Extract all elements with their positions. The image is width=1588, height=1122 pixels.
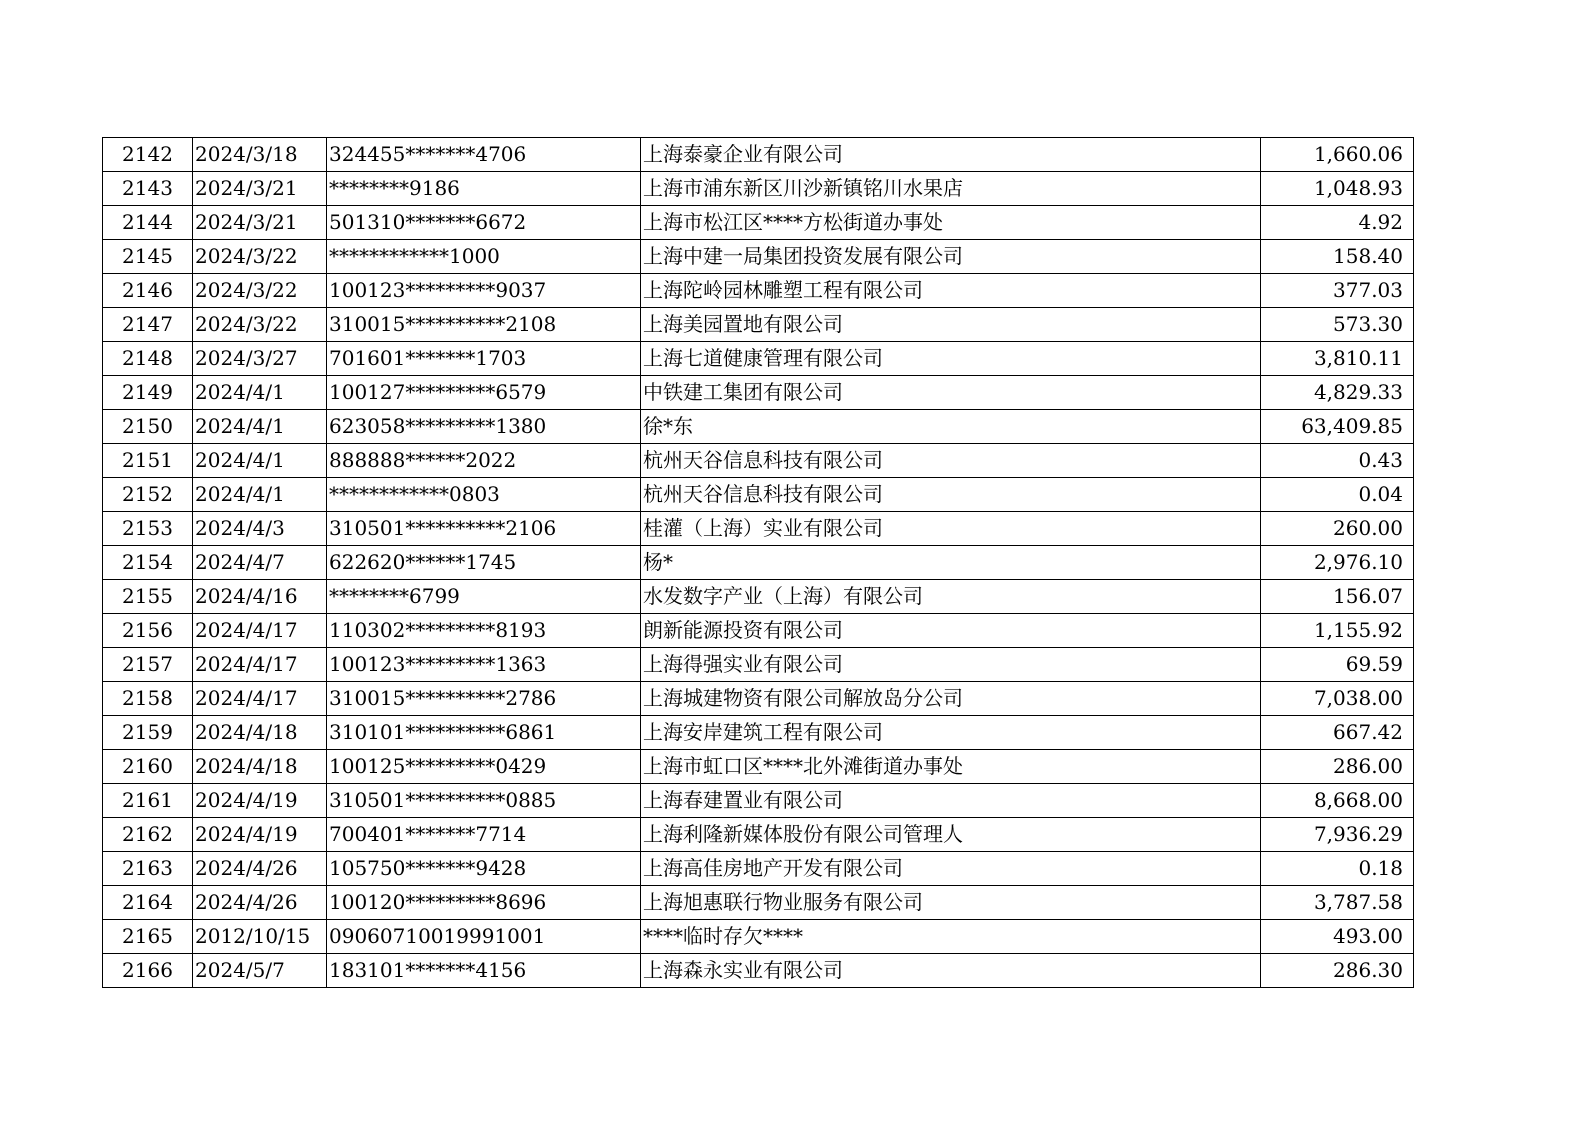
row-account: 105750*******9428	[327, 852, 641, 886]
row-date: 2024/4/1	[193, 444, 327, 478]
row-number: 2157	[103, 648, 193, 682]
row-amount: 156.07	[1261, 580, 1414, 614]
table-row	[103, 376, 1414, 410]
row-account: 310501**********0885	[327, 784, 641, 818]
row-amount: 0.43	[1261, 444, 1414, 478]
row-date: 2024/4/18	[193, 716, 327, 750]
row-number: 2158	[103, 682, 193, 716]
row-amount: 8,668.00	[1261, 784, 1414, 818]
row-account: 110302*********8193	[327, 614, 641, 648]
row-name: 上海春建置业有限公司	[641, 784, 1261, 818]
row-number: 2165	[103, 920, 193, 954]
row-number: 2156	[103, 614, 193, 648]
row-account: 501310*******6672	[327, 206, 641, 240]
row-amount: 0.04	[1261, 478, 1414, 512]
row-account: 622620******1745	[327, 546, 641, 580]
row-account: 100127*********6579	[327, 376, 641, 410]
row-name: 上海七道健康管理有限公司	[641, 342, 1261, 376]
row-date: 2024/3/22	[193, 308, 327, 342]
row-number: 2142	[103, 138, 193, 172]
table-row	[103, 512, 1414, 546]
row-name: 上海市虹口区****北外滩街道办事处	[641, 750, 1261, 784]
row-account: 700401*******7714	[327, 818, 641, 852]
table-row	[103, 308, 1414, 342]
table-row	[103, 410, 1414, 444]
row-account: 310501**********2106	[327, 512, 641, 546]
table-row	[103, 274, 1414, 308]
row-number: 2146	[103, 274, 193, 308]
row-account: 310101**********6861	[327, 716, 641, 750]
row-name: 朗新能源投资有限公司	[641, 614, 1261, 648]
table-row	[103, 682, 1414, 716]
row-number: 2152	[103, 478, 193, 512]
row-name: 上海利隆新媒体股份有限公司管理人	[641, 818, 1261, 852]
row-account: 183101*******4156	[327, 954, 641, 988]
row-amount: 158.40	[1261, 240, 1414, 274]
row-amount: 1,155.92	[1261, 614, 1414, 648]
row-number: 2166	[103, 954, 193, 988]
row-date: 2024/4/19	[193, 818, 327, 852]
row-amount: 493.00	[1261, 920, 1414, 954]
row-amount: 63,409.85	[1261, 410, 1414, 444]
row-account: ************0803	[327, 478, 641, 512]
row-name: 上海城建物资有限公司解放岛分公司	[641, 682, 1261, 716]
row-name: 上海美园置地有限公司	[641, 308, 1261, 342]
row-date: 2024/3/22	[193, 274, 327, 308]
table-row	[103, 478, 1414, 512]
row-number: 2144	[103, 206, 193, 240]
row-account: 310015**********2786	[327, 682, 641, 716]
row-date: 2024/3/18	[193, 138, 327, 172]
row-account: ********6799	[327, 580, 641, 614]
row-date: 2024/4/16	[193, 580, 327, 614]
row-number: 2159	[103, 716, 193, 750]
row-name: 上海森永实业有限公司	[641, 954, 1261, 988]
row-name: 上海市松江区****方松街道办事处	[641, 206, 1261, 240]
row-amount: 0.18	[1261, 852, 1414, 886]
row-date: 2024/3/21	[193, 206, 327, 240]
row-name: 上海高佳房地产开发有限公司	[641, 852, 1261, 886]
row-amount: 1,660.06	[1261, 138, 1414, 172]
row-date: 2024/4/26	[193, 852, 327, 886]
row-number: 2150	[103, 410, 193, 444]
row-date: 2024/4/17	[193, 614, 327, 648]
row-name: 水发数字产业（上海）有限公司	[641, 580, 1261, 614]
row-account: 100125*********0429	[327, 750, 641, 784]
row-date: 2024/5/7	[193, 954, 327, 988]
row-amount: 3,787.58	[1261, 886, 1414, 920]
table-row	[103, 614, 1414, 648]
row-number: 2155	[103, 580, 193, 614]
ledger-body	[103, 138, 1414, 988]
row-name: 桂灌（上海）实业有限公司	[641, 512, 1261, 546]
row-account: 623058*********1380	[327, 410, 641, 444]
row-amount: 4,829.33	[1261, 376, 1414, 410]
row-name: 上海得强实业有限公司	[641, 648, 1261, 682]
table-row	[103, 138, 1414, 172]
row-name: 杭州天谷信息科技有限公司	[641, 478, 1261, 512]
row-amount: 667.42	[1261, 716, 1414, 750]
row-account: 310015**********2108	[327, 308, 641, 342]
row-date: 2024/4/1	[193, 410, 327, 444]
row-number: 2148	[103, 342, 193, 376]
row-number: 2162	[103, 818, 193, 852]
table-row	[103, 818, 1414, 852]
row-date: 2024/4/17	[193, 648, 327, 682]
row-amount: 260.00	[1261, 512, 1414, 546]
row-amount: 1,048.93	[1261, 172, 1414, 206]
row-date: 2024/3/22	[193, 240, 327, 274]
row-account: 701601*******1703	[327, 342, 641, 376]
row-account: ********9186	[327, 172, 641, 206]
row-number: 2147	[103, 308, 193, 342]
table-row	[103, 852, 1414, 886]
row-name: 徐*东	[641, 410, 1261, 444]
row-amount: 3,810.11	[1261, 342, 1414, 376]
row-number: 2151	[103, 444, 193, 478]
row-account: 100123*********1363	[327, 648, 641, 682]
table-row	[103, 886, 1414, 920]
row-number: 2153	[103, 512, 193, 546]
row-date: 2024/3/21	[193, 172, 327, 206]
row-name: 上海安岸建筑工程有限公司	[641, 716, 1261, 750]
ledger-table	[102, 137, 1414, 988]
row-name: 上海旭惠联行物业服务有限公司	[641, 886, 1261, 920]
row-amount: 7,038.00	[1261, 682, 1414, 716]
table-row	[103, 784, 1414, 818]
row-account: 09060710019991001	[327, 920, 641, 954]
row-date: 2024/4/7	[193, 546, 327, 580]
table-row	[103, 240, 1414, 274]
row-account: ************1000	[327, 240, 641, 274]
row-amount: 4.92	[1261, 206, 1414, 240]
row-amount: 573.30	[1261, 308, 1414, 342]
row-account: 324455*******4706	[327, 138, 641, 172]
table-row	[103, 342, 1414, 376]
table-row	[103, 750, 1414, 784]
row-number: 2145	[103, 240, 193, 274]
row-amount: 7,936.29	[1261, 818, 1414, 852]
row-date: 2024/4/3	[193, 512, 327, 546]
table-row	[103, 206, 1414, 240]
row-date: 2024/4/18	[193, 750, 327, 784]
row-name: 上海中建一局集团投资发展有限公司	[641, 240, 1261, 274]
row-date: 2024/3/27	[193, 342, 327, 376]
table-row	[103, 546, 1414, 580]
row-date: 2024/4/1	[193, 376, 327, 410]
row-account: 100123*********9037	[327, 274, 641, 308]
row-name: 上海陀岭园林雕塑工程有限公司	[641, 274, 1261, 308]
row-amount: 286.00	[1261, 750, 1414, 784]
table-row	[103, 920, 1414, 954]
row-name: 中铁建工集团有限公司	[641, 376, 1261, 410]
row-date: 2024/4/19	[193, 784, 327, 818]
table-row	[103, 444, 1414, 478]
table-row	[103, 580, 1414, 614]
row-number: 2149	[103, 376, 193, 410]
row-amount: 377.03	[1261, 274, 1414, 308]
row-amount: 2,976.10	[1261, 546, 1414, 580]
row-amount: 69.59	[1261, 648, 1414, 682]
row-date: 2024/4/26	[193, 886, 327, 920]
row-number: 2143	[103, 172, 193, 206]
row-number: 2164	[103, 886, 193, 920]
row-name: 杭州天谷信息科技有限公司	[641, 444, 1261, 478]
row-number: 2160	[103, 750, 193, 784]
row-name: 上海泰豪企业有限公司	[641, 138, 1261, 172]
table-row	[103, 172, 1414, 206]
row-name: 杨*	[641, 546, 1261, 580]
row-account: 100120*********8696	[327, 886, 641, 920]
row-date: 2024/4/1	[193, 478, 327, 512]
table-row	[103, 954, 1414, 988]
row-number: 2161	[103, 784, 193, 818]
row-date: 2012/10/15	[193, 920, 327, 954]
row-name: 上海市浦东新区川沙新镇铭川水果店	[641, 172, 1261, 206]
row-amount: 286.30	[1261, 954, 1414, 988]
row-number: 2154	[103, 546, 193, 580]
row-number: 2163	[103, 852, 193, 886]
row-date: 2024/4/17	[193, 682, 327, 716]
row-account: 888888******2022	[327, 444, 641, 478]
table-row	[103, 648, 1414, 682]
table-row	[103, 716, 1414, 750]
row-name: ****临时存欠****	[641, 920, 1261, 954]
